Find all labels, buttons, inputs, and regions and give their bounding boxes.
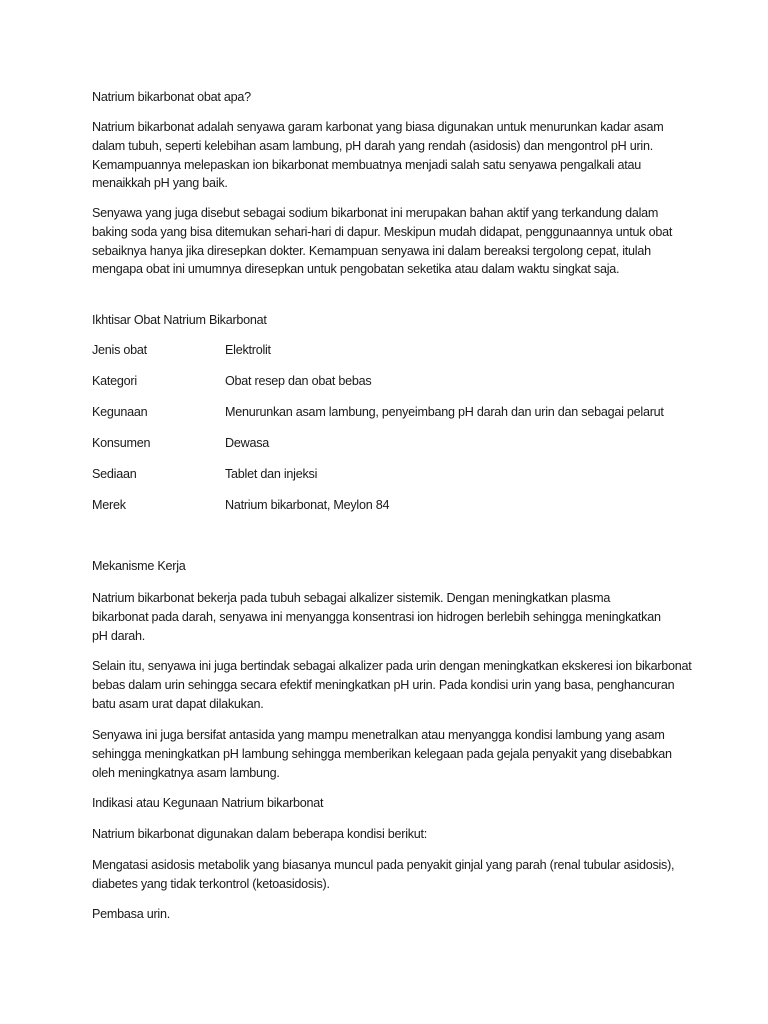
overview-row [92,434,269,453]
overview-value: Menurunkan asam lambung, penyeimbang pH darah dan urin dan sebagai pelarut [225,405,664,419]
overview-row [92,341,271,360]
indications-intro: Natrium bikarbonat digunakan dalam beberapa kondisi berikut: [92,827,428,841]
intro-paragraph-1: Natrium bikarbonat adalah senyawa garam karbonat yang biasa digunakan untuk menurunkan kadar asam dalam tubuh, seperti kelebihan asam lambung, pH darah yang rendah (asidosis) dan mengontrol pH urin. Kemampuannya melepaskan ion bikarbonat membuatnya menjadi salah satu senyawa pengalkali atau menaikkah pH yang baik. [92,120,664,191]
overview-row [92,403,664,422]
mechanism-heading: Mekanisme Kerja [92,559,186,573]
mechanism-paragraph-2: Selain itu, senyawa ini juga bertindak sebagai alkalizer pada urin dengan meningkatkan ekskeresi ion bikarbonat bebas dalam urin sehingga secara efektif meningkatkan pH urin. Pada kondisi urin yang basa, penghancuran batu asam urat dapat dilakukan. [92,659,692,711]
overview-value: Dewasa [225,436,269,450]
indication-item: Mengatasi asidosis metabolik yang biasanya muncul pada penyakit ginjal yang parah (renal tubular asidosis), diabetes yang tidak terkontrol (ketoasidosis). [92,858,675,891]
overview-value: Natrium bikarbonat, Meylon 84 [225,498,390,512]
overview-label: Sediaan [92,467,137,481]
intro-paragraph-2: Senyawa yang juga disebut sebagai sodium bikarbonat ini merupakan bahan aktif yang terkandung dalam baking soda yang bisa ditemukan sehari-hari di dapur. Meskipun mudah didapat, penggunaannya untuk obat sebaiknya hanya jika diresepkan dokter. Kemampuan senyawa ini dalam bereaksi tergolong cepat, itulah mengapa obat ini umumnya diresepkan untuk pengobatan seketika atau dalam waktu singkat saja. [92,206,673,277]
overview-row [92,496,389,515]
overview-heading: Ikhtisar Obat Natrium Bikarbonat [92,313,267,327]
indication-item: Pembasa urin. [92,907,170,921]
overview-label: Jenis obat [92,343,147,357]
overview-label: Kegunaan [92,405,148,419]
mechanism-paragraph-3: Senyawa ini juga bersifat antasida yang mampu menetralkan atau menyangga kondisi lambung yang asam sehingga meningkatkan pH lambung sehingga memberikan kelegaan pada gejala penyakit yang disebabkan oleh meningkatnya asam lambung. [92,728,672,780]
overview-label: Merek [92,498,126,512]
overview-row [92,465,317,484]
overview-label: Kategori [92,374,137,388]
overview-value: Tablet dan injeksi [225,467,318,481]
overview-value: Obat resep dan obat bebas [225,374,372,388]
overview-value: Elektrolit [225,343,271,357]
overview-label: Konsumen [92,436,151,450]
indications-heading: Indikasi atau Kegunaan Natrium bikarbonat [92,796,324,810]
mechanism-paragraph-1: Natrium bikarbonat bekerja pada tubuh sebagai alkalizer sistemik. Dengan meningkatkan plasma bikarbonat pada darah, senyawa ini menyangga konsentrasi ion hidrogen berlebih sehingga meningkatkan pH darah. [92,591,661,643]
document-title: Natrium bikarbonat obat apa? [92,90,251,104]
overview-row [92,372,371,391]
